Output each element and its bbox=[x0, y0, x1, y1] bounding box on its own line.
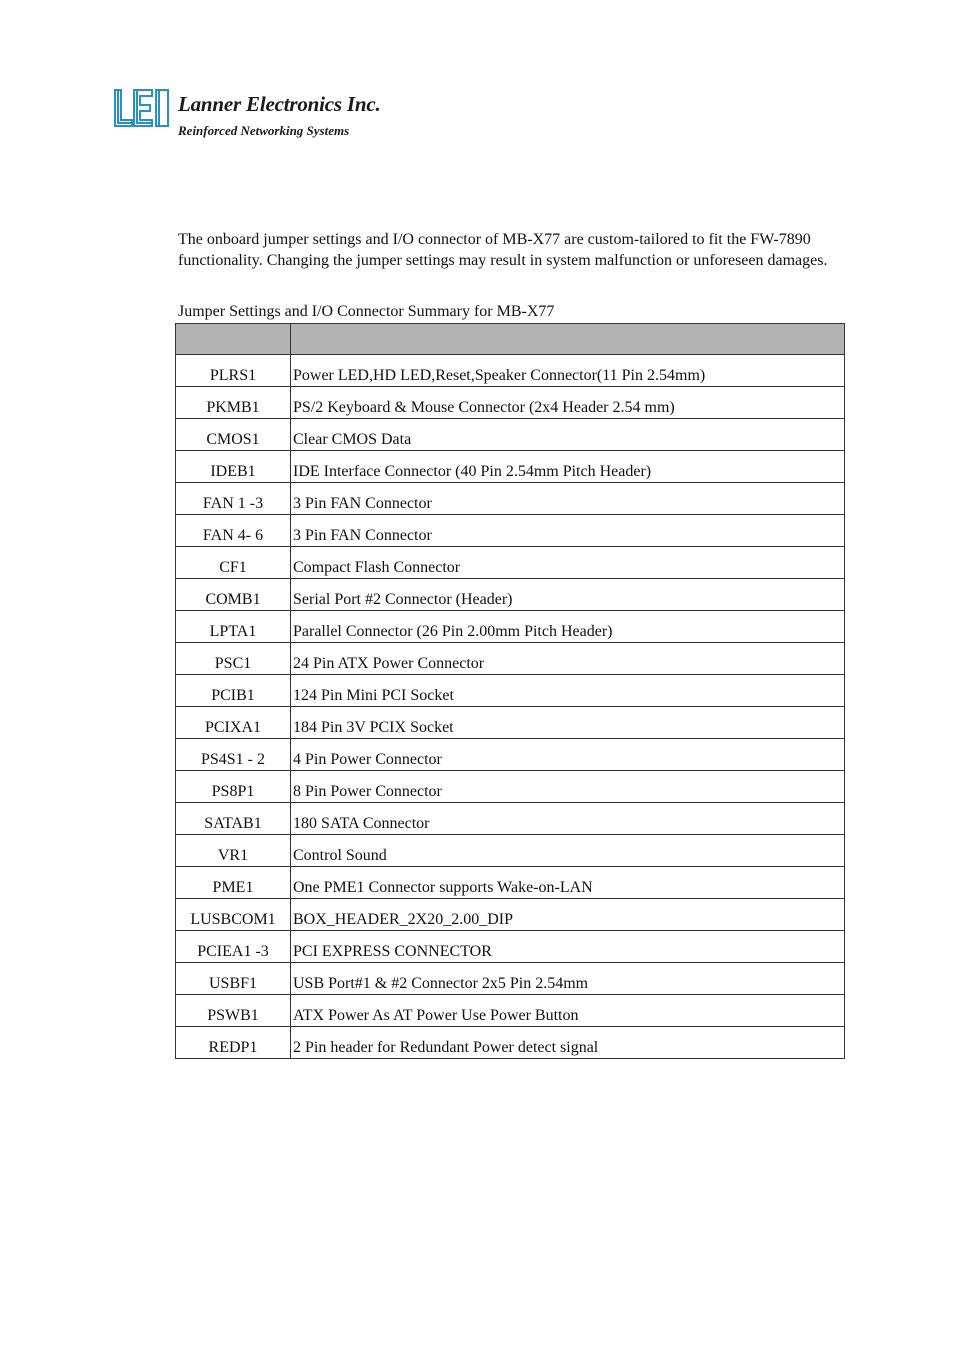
table-row bbox=[176, 515, 845, 547]
connector-cell: PCIEA1 -3 bbox=[176, 931, 291, 963]
description-cell: 24 Pin ATX Power Connector bbox=[291, 643, 845, 675]
table-row bbox=[176, 707, 845, 739]
connector-cell: USBF1 bbox=[176, 963, 291, 995]
description-cell: BOX_HEADER_2X20_2.00_DIP bbox=[291, 899, 845, 931]
description-cell: 8 Pin Power Connector bbox=[291, 771, 845, 803]
table-row bbox=[176, 803, 845, 835]
table-row bbox=[176, 355, 845, 387]
table-row bbox=[176, 835, 845, 867]
connector-cell: PCIXA1 bbox=[176, 707, 291, 739]
connector-cell: PSC1 bbox=[176, 643, 291, 675]
description-cell: 124 Pin Mini PCI Socket bbox=[291, 675, 845, 707]
table-row bbox=[176, 771, 845, 803]
connector-cell: COMB1 bbox=[176, 579, 291, 611]
table-row bbox=[176, 483, 845, 515]
description-cell: Compact Flash Connector bbox=[291, 547, 845, 579]
description-cell: PS/2 Keyboard & Mouse Connector (2x4 Header 2.54 mm) bbox=[291, 387, 845, 419]
company-tagline: Reinforced Networking Systems bbox=[178, 123, 350, 138]
connector-cell: PKMB1 bbox=[176, 387, 291, 419]
table-row bbox=[176, 739, 845, 771]
table-row bbox=[176, 579, 845, 611]
company-logo bbox=[112, 86, 412, 146]
description-cell: IDE Interface Connector (40 Pin 2.54mm Pitch Header) bbox=[291, 451, 845, 483]
table-row bbox=[176, 451, 845, 483]
connector-cell: PSWB1 bbox=[176, 995, 291, 1027]
table-row bbox=[176, 899, 845, 931]
table-row bbox=[176, 995, 845, 1027]
connector-cell: PCIB1 bbox=[176, 675, 291, 707]
description-cell: Parallel Connector (26 Pin 2.00mm Pitch Header) bbox=[291, 611, 845, 643]
connector-cell: FAN 1 -3 bbox=[176, 483, 291, 515]
description-cell: 2 Pin header for Redundant Power detect signal bbox=[291, 1027, 845, 1059]
connector-cell: LUSBCOM1 bbox=[176, 899, 291, 931]
connector-cell: PME1 bbox=[176, 867, 291, 899]
connector-cell: FAN 4- 6 bbox=[176, 515, 291, 547]
connector-cell: IDEB1 bbox=[176, 451, 291, 483]
connector-cell: PS8P1 bbox=[176, 771, 291, 803]
description-cell: Power LED,HD LED,Reset,Speaker Connector(11 Pin 2.54mm) bbox=[291, 355, 845, 387]
lei-logo-icon bbox=[112, 86, 174, 130]
description-cell: 184 Pin 3V PCIX Socket bbox=[291, 707, 845, 739]
table-row bbox=[176, 1027, 845, 1059]
description-cell: One PME1 Connector supports Wake-on-LAN bbox=[291, 867, 845, 899]
company-name: Lanner Electronics Inc. bbox=[178, 92, 381, 116]
description-cell: 4 Pin Power Connector bbox=[291, 739, 845, 771]
description-cell: 3 Pin FAN Connector bbox=[291, 515, 845, 547]
table-row bbox=[176, 419, 845, 451]
table-caption: Jumper Settings and I/O Connector Summary for MB-X77 bbox=[178, 303, 555, 320]
description-cell: Control Sound bbox=[291, 835, 845, 867]
table-row bbox=[176, 643, 845, 675]
table-row bbox=[176, 611, 845, 643]
table-row bbox=[176, 387, 845, 419]
header-cell-description bbox=[291, 324, 845, 355]
connector-summary-table bbox=[175, 323, 845, 1059]
connector-cell: VR1 bbox=[176, 835, 291, 867]
table-row bbox=[176, 963, 845, 995]
description-cell: 3 Pin FAN Connector bbox=[291, 483, 845, 515]
intro-paragraph: The onboard jumper settings and I/O connector of MB-X77 are custom-tailored to fit the FW-7890 functionality. Changing the jumper settings may result in system malfunction or unforeseen damages. bbox=[178, 231, 828, 269]
header-cell-connector bbox=[176, 324, 291, 355]
connector-cell: PLRS1 bbox=[176, 355, 291, 387]
table-row bbox=[176, 867, 845, 899]
connector-cell: CF1 bbox=[176, 547, 291, 579]
connector-cell: SATAB1 bbox=[176, 803, 291, 835]
table-row bbox=[176, 931, 845, 963]
description-cell: 180 SATA Connector bbox=[291, 803, 845, 835]
description-cell: PCI EXPRESS CONNECTOR bbox=[291, 931, 845, 963]
table-header-row bbox=[176, 324, 845, 355]
description-cell: ATX Power As AT Power Use Power Button bbox=[291, 995, 845, 1027]
description-cell: Serial Port #2 Connector (Header) bbox=[291, 579, 845, 611]
connector-cell: PS4S1 - 2 bbox=[176, 739, 291, 771]
description-cell: USB Port#1 & #2 Connector 2x5 Pin 2.54mm bbox=[291, 963, 845, 995]
connector-cell: REDP1 bbox=[176, 1027, 291, 1059]
connector-cell: LPTA1 bbox=[176, 611, 291, 643]
table-row bbox=[176, 547, 845, 579]
description-cell: Clear CMOS Data bbox=[291, 419, 845, 451]
connector-cell: CMOS1 bbox=[176, 419, 291, 451]
table-row bbox=[176, 675, 845, 707]
